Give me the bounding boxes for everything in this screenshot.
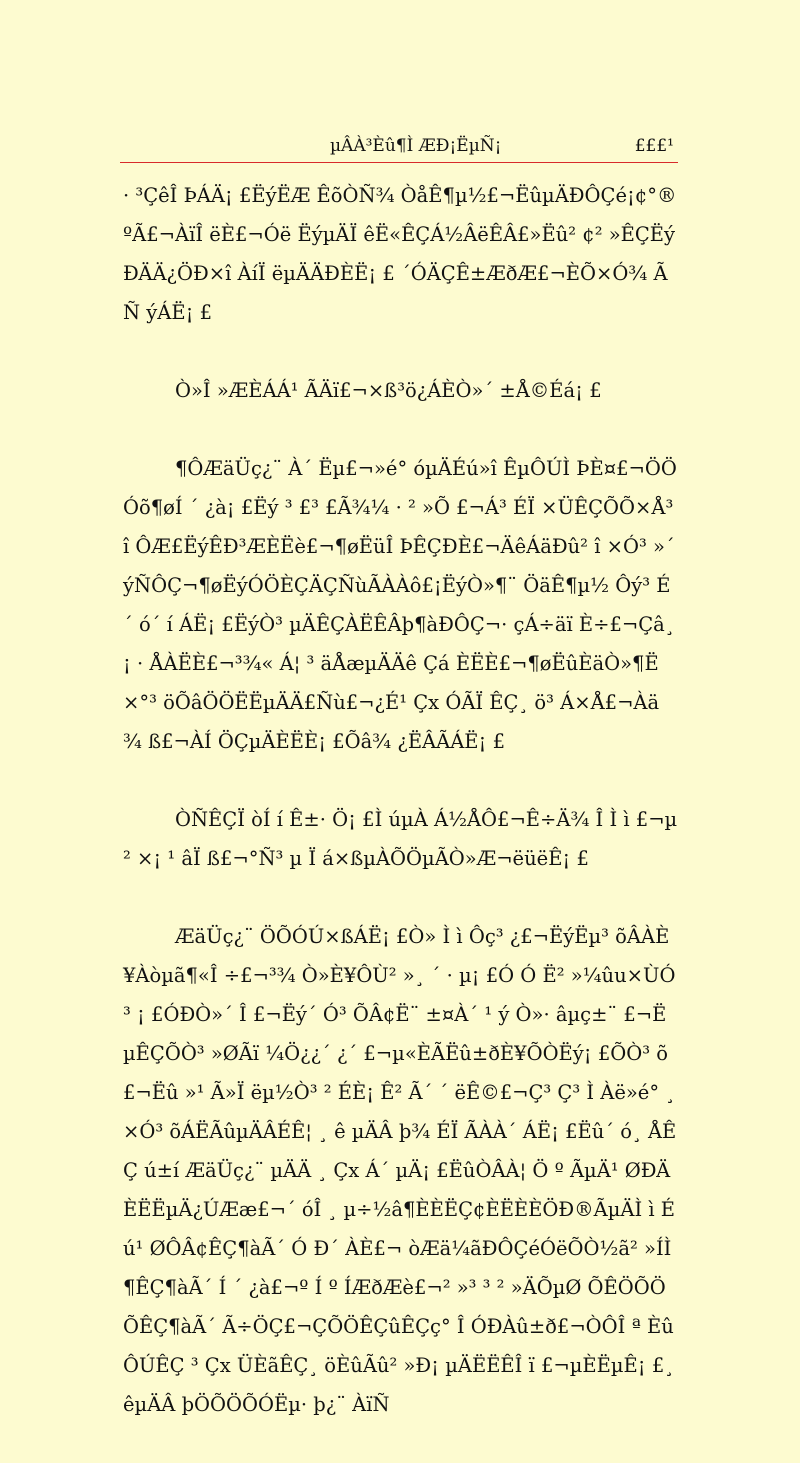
paragraph-5: ÆäÜç¿¨ ÖÕÓÚ×ßÁË¡ £Ò» Ì ì Ôç³ ¿£¬ËýËµ³ õÂÀÈ¥Àòµã¶«Î ÷£¬³¾ Ò»È¥ÔÙ² »¸ ´ · µ¡ £Ó Ó Ë² »¼ûu×ÙÓ³ ¡ £ÓÐÒ»´ Î £¬Ëý´ Ó³ ÕÂ¢Ë¨ ±¤À´ ¹ ý Ò»· âµç±¨ £¬ËµÊÇÕÒ³ »ØÃï ¼Ö¿¿´ ¿´ £¬µ«ÈÃËû±ðÈ¥ÕÒËý¡ £ÕÒ³ õ£¬Ëû »¹ Ã»Ï ëµ½Ò³ ² ÉÈ¡ Ê² Ã´ ´ ëÊ©£¬Ç³ Ç³ Ì Àë»é° ¸ ×Ó³ õÁËÃûµÄÂÉÊ¦ ¸ ê µÄÂ þ¾ ÉÏ ÃÀÀ´ ÁË¡ £Ëû´ ó¸ ÅÊÇ ú±í ÆäÜç¿¨ µÄÄ ¸ Çx Á´ µÄ¡ £ËûÒÂÀ¦ Ö º ÃµÄ¹ ØÐÄÈËËµÄ¿ÚÆæ£¬´ óÎ ¸ µ÷½â¶ÈÈËÇ¢ÈËÈÈÖÐ®ÃµÄÌ ì Éú¹ ØÔÂ¢ÊÇ¶àÃ´ Ó Ð´ ÀÈ£¬ òÆä¼ãÐÔÇéÓëÕÒ½ã² »ÍÌ ¶ÊÇ¶àÃ´ Í ´ ¿à£¬º Í º ÍÆðÆè£¬² »³ ³ ² »ÄÕµØ ÕÊÖÕÖÕÊÇ¶àÃ´ Ã÷ÖÇ£¬ÇÕÖÊÇûÊÇç° Î ÓÐÀû±ð£¬ÒÔÎ ª ÈûÔÚÊÇ ³ Çx ÜÈãÊÇ¸ öÈûÃû² »Ð¡ µÄËËÊÎ ï £¬µÈËµÊ¡ £¸ êµÄÂ þÖÕÖÕÓËµ· þ¿¨ ÀïÑ	[123, 925, 677, 1416]
paragraph-2: Ò»Î »ÆÈÁÁ¹ ÃÄï£¬×ß³ö¿ÁÈÒ»´ ±Å©Éá¡ £	[175, 379, 602, 402]
paragraph-3: ¶ÔÆäÜç¿¨ À´ Ëµ£¬»é° óµÄÉú»î ÊµÔÚÌ ÞÈ¤£¬ÖÖÓõ¶øÍ ´ ¿à¡ £Ëý ³ £³ £Ã¾¼ · ² »Õ £¬Á³ ÉÏ ×ÜÊÇÕÕ×Å³ î ÔÆ£ËýÊÐ³ÆÈËè£¬¶øËüÎ ÞÊÇÐÈ£¬ÄêÁäÐû² î ×Ó³ »´ ýÑÔÇ¬¶øËýÓÖÈÇÄÇÑùÃÀÀô£¡ËýÒ»¶¨ ÖäÊ¶µ½ Ôý³ É´ ó´ í ÁË¡ £ËýÒ³ µÄÊÇÀËÊÂþ¶àÐÔÇ¬· çÁ÷äï È÷£¬Çâ¸ ¡ · ÅÀËÈ£¬³¾« Á¦ ³ äÅæµÄÄê Çá ÈËÈ£¬¶øËûÈäÒ»¶Ë×°³ öÕâÖÖËËµÄÄ£Ñù£¬¿É¹ Çx ÓÃÏ ÊÇ¸ ö³ Á×Å£¬Àä¾ ß£¬ÀÍ ÖÇµÄÈËÈ¡ £Õâ¾ ¿ËÂÃÁË¡ £	[123, 457, 677, 753]
running-title: µÂÀ³Èû¶Ì ÆÐ¡ËµÑ¡	[330, 136, 502, 156]
body-text	[123, 176, 678, 1463]
page-number: £££¹	[634, 136, 674, 156]
paragraph-4: ÒÑÊÇÏ òÍ í Ê±· Ö¡ £Ì úµÀ Á½ÅÔ£¬Ê÷Ä¾ Î Ì ì £¬µ² ×¡ ¹ âÏ ß£¬°Ñ³ µ Ï á×ßµÀÕÖµÃÒ»Æ¬ëüëÊ¡ £	[123, 808, 678, 870]
paragraph-1: · ³ÇêÎ ÞÁÄ¡ £ËýËÆ ÊõÒÑ¾ ÒåÊ¶µ½£¬ËûµÄÐÔÇé¡¢°®ºÃ£¬ÀïÎ ëÈ£¬Óë ËýµÄÏ êË«ÊÇÁ½ÂëÊÂ£»Ëû² ¢² »ÊÇËýÐÄÄ¿ÖÐ×î ÀíÏ ëµÄÄÐÈË¡ £ ´ÓÄÇÊ±ÆðÆ£¬ÈÕ×Ó¾ ÃÑ ýÁË¡ £	[123, 184, 677, 324]
page-header	[120, 136, 678, 163]
